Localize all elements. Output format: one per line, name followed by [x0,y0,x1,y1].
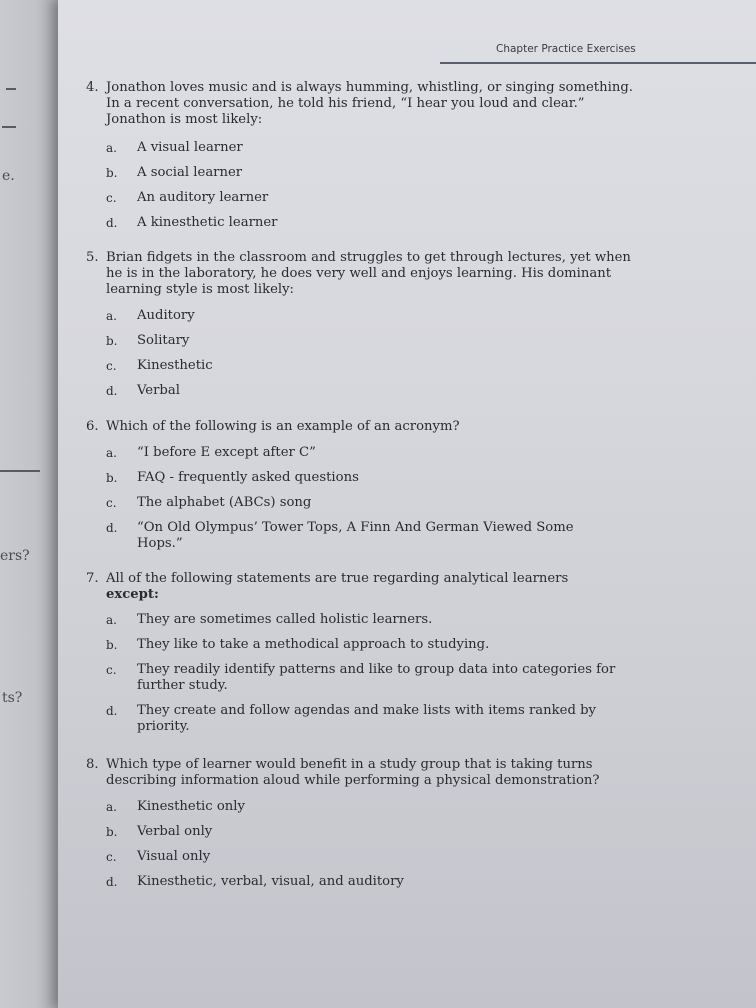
question-stem: All of the following statements are true regarding analytical learners except: [106,571,569,602]
option-c: c. Visual only [106,849,211,864]
option-d: d. A kinesthetic learner [106,215,278,230]
question-stem: Jonathon loves music and is always humming, whistling, or singing something. In a recent conversation, he told his friend, “I hear you loud and clear.” Jonathon is most likely: [106,80,633,127]
option-a: a. They are sometimes called holistic learners. [106,612,433,627]
question-5 [86,250,646,408]
option-a: a. A visual learner [106,140,243,155]
question-number: 6. [86,419,99,434]
option-d: d. “On Old Olympus’ Tower Tops, A Finn And German Viewed Some Hops.” [106,520,574,551]
header-rule [440,62,756,64]
question-number: 5. [86,250,99,265]
option-b: b. They like to take a methodical approach to studying. [106,637,490,652]
option-b: b. FAQ - frequently asked questions [106,470,359,485]
option-d: d. Kinesthetic, verbal, visual, and auditory [106,874,404,889]
option-c: c. Kinesthetic [106,358,213,373]
option-c: c. The alphabet (ABCs) song [106,495,312,510]
question-stem-emphasis: except: [106,587,159,602]
question-stem: Which of the following is an example of an acronym? [106,419,460,434]
facing-page-fragment: ts? [2,690,23,706]
option-b: b. A social learner [106,165,243,180]
question-7 [86,571,646,744]
option-a: a. “I before E except after C” [106,445,316,460]
options-list [86,799,646,890]
option-c: c. They readily identify patterns and like to group data into categories for further study. [106,662,616,693]
question-6 [86,419,646,561]
question-stem: Which type of learner would benefit in a study group that is taking turns describing information aloud while performing a physical demonstration? [106,757,600,788]
question-8 [86,757,646,899]
facing-page-fragment: ers? [0,548,30,564]
options-list [86,140,646,231]
option-a: a. Kinesthetic only [106,799,245,814]
facing-page-fragment: e. [2,168,15,184]
option-b: b. Solitary [106,333,190,348]
question-number: 8. [86,757,99,772]
options-list [86,612,646,735]
facing-page-dash [0,470,40,472]
options-list [86,308,646,399]
options-list [86,445,646,552]
question-stem: Brian fidgets in the classroom and struggles to get through lectures, yet when he is in the laboratory, he does very well and enjoys learning. His dominant learning style is most likely: [106,250,631,297]
option-c: c. An auditory learner [106,190,269,205]
facing-page-dash [2,126,16,128]
facing-page-edge [0,0,60,1008]
option-d: d. Verbal [106,383,180,398]
option-b: b. Verbal only [106,824,213,839]
option-d: d. They create and follow agendas and make lists with items ranked by priority. [106,703,596,734]
option-a: a. Auditory [106,308,195,323]
chapter-header: Chapter Practice Exercises [496,43,636,55]
facing-page-dash [6,88,16,90]
question-number: 4. [86,80,99,95]
question-number: 7. [86,571,99,586]
question-4 [86,80,646,240]
